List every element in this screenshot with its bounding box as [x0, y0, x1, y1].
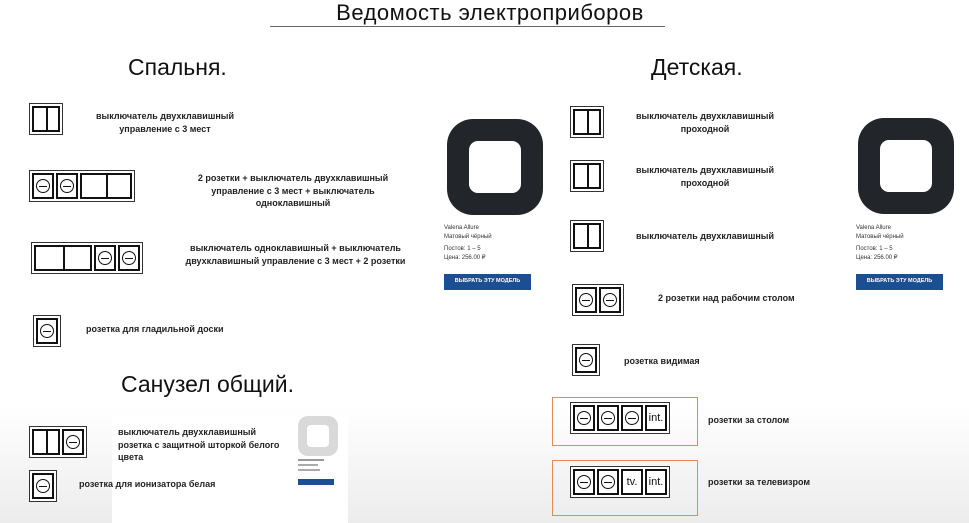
product-finish: Матовый чёрный	[444, 234, 492, 240]
bedroom-item-4: розетка для гладильной доски	[86, 324, 224, 334]
bedroom-item-2: 2 розетки + выключатель двухклавишный управление с 3 мест + выключатель одноклавишный	[197, 173, 389, 208]
product-price: Цена: 256.00 ₽	[856, 255, 898, 261]
kids-visible-socket-icon	[572, 344, 600, 376]
bedroom-switch-double-icon	[29, 103, 63, 135]
bathroom-item-1: выключатель двухклавишный розетка с защитной шторкой белого цвета	[118, 427, 280, 462]
product-posts: Постов: 1 – 5	[444, 246, 481, 252]
black-frame-image	[447, 119, 543, 215]
kids-item-2: выключатель двухклавишный проходной	[636, 165, 774, 188]
kids-item-7: розетки за телевизром	[708, 477, 811, 487]
bedroom-combo-2-icon	[31, 242, 143, 274]
kids-double-socket-icon	[572, 284, 624, 316]
section-bathroom: Санузел общий.	[121, 371, 294, 397]
product-posts: Постов: 1 – 5	[856, 246, 893, 252]
product-name: Valena Allure	[856, 225, 891, 231]
thumbnail-caption-line	[298, 469, 320, 471]
bathroom-socket-icon	[29, 470, 57, 502]
kids-item-1: выключатель двухклавишный проходной	[636, 111, 774, 134]
bathroom-combo-icon	[29, 426, 87, 458]
kids-desk-sockets-icon	[570, 402, 670, 434]
product-price: Цена: 256.00 ₽	[444, 255, 486, 261]
int-module: int.	[645, 405, 667, 431]
select-model-button[interactable]: ВЫБРАТЬ ЭТУ МОДЕЛЬ	[444, 274, 531, 290]
product-name: Valena Allure	[444, 225, 479, 231]
kids-item-6: розетки за столом	[708, 415, 790, 425]
white-frame-thumbnail	[298, 416, 338, 456]
page-title: Ведомость электроприборов	[336, 0, 644, 25]
bathroom-item-2: розетка для ионизатора белая	[79, 479, 216, 489]
int-module: int.	[645, 469, 667, 495]
title-underline	[270, 26, 665, 27]
thumbnail-caption-line	[298, 464, 318, 466]
kids-switch-1-icon	[570, 106, 604, 138]
bedroom-item-3: выключатель одноклавишный + выключатель двухклавишный управление с 3 мест + 2 розетки	[185, 243, 406, 266]
section-bedroom: Спальня.	[128, 54, 227, 80]
kids-switch-3-icon	[570, 220, 604, 252]
bedroom-item-1: выключатель двухклавишный управление с 3 мест	[96, 111, 234, 134]
section-kids: Детская.	[651, 54, 743, 80]
kids-item-3: выключатель двухклавишный	[636, 231, 774, 241]
bedroom-combo-1-icon	[29, 170, 135, 202]
kids-item-5: розетка видимая	[624, 356, 700, 366]
bedroom-socket-icon	[33, 315, 61, 347]
kids-switch-2-icon	[570, 160, 604, 192]
product-finish: Матовый чёрный	[856, 234, 904, 240]
black-frame-image	[858, 118, 954, 214]
tv-module: tv.	[621, 469, 643, 495]
kids-item-4: 2 розетки над рабочим столом	[658, 293, 795, 303]
kids-tv-sockets-icon	[570, 466, 670, 498]
thumbnail-caption-line	[298, 459, 324, 461]
select-model-button[interactable]: ВЫБРАТЬ ЭТУ МОДЕЛЬ	[856, 274, 943, 290]
thumbnail-select-button[interactable]	[298, 479, 334, 485]
